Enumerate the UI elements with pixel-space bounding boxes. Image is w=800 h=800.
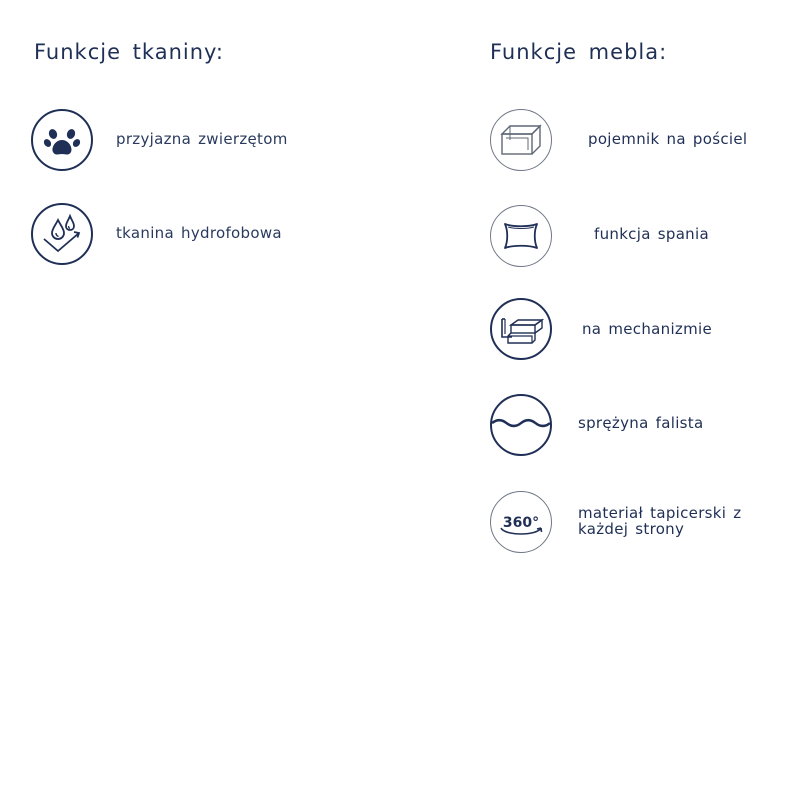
furniture-feature-label: sprężyna falista <box>578 414 704 432</box>
furniture-feature-label: materiał tapicerski z każdej strony <box>578 504 742 538</box>
wave-spring-icon <box>490 394 552 456</box>
rotate-360-icon <box>490 491 552 553</box>
furniture-feature-label: pojemnik na pościel <box>588 130 748 148</box>
furniture-feature-label: funkcja spania <box>594 225 709 243</box>
storage-box-icon <box>490 109 552 171</box>
fabric-feature-label: przyjazna zwierzętom <box>116 130 288 148</box>
furniture-feature-label: na mechanizmie <box>582 320 713 338</box>
mechanism-icon <box>490 298 552 360</box>
fabric-feature-label: tkanina hydrofobowa <box>116 224 282 242</box>
paw-icon <box>31 109 93 171</box>
fabric-features-heading: Funkcje tkaniny: <box>34 40 225 64</box>
water-drops-icon <box>31 203 93 265</box>
furniture-features-heading: Funkcje mebla: <box>490 40 668 64</box>
pillow-icon <box>490 205 552 267</box>
rotate-360-text: 360° <box>502 515 540 531</box>
